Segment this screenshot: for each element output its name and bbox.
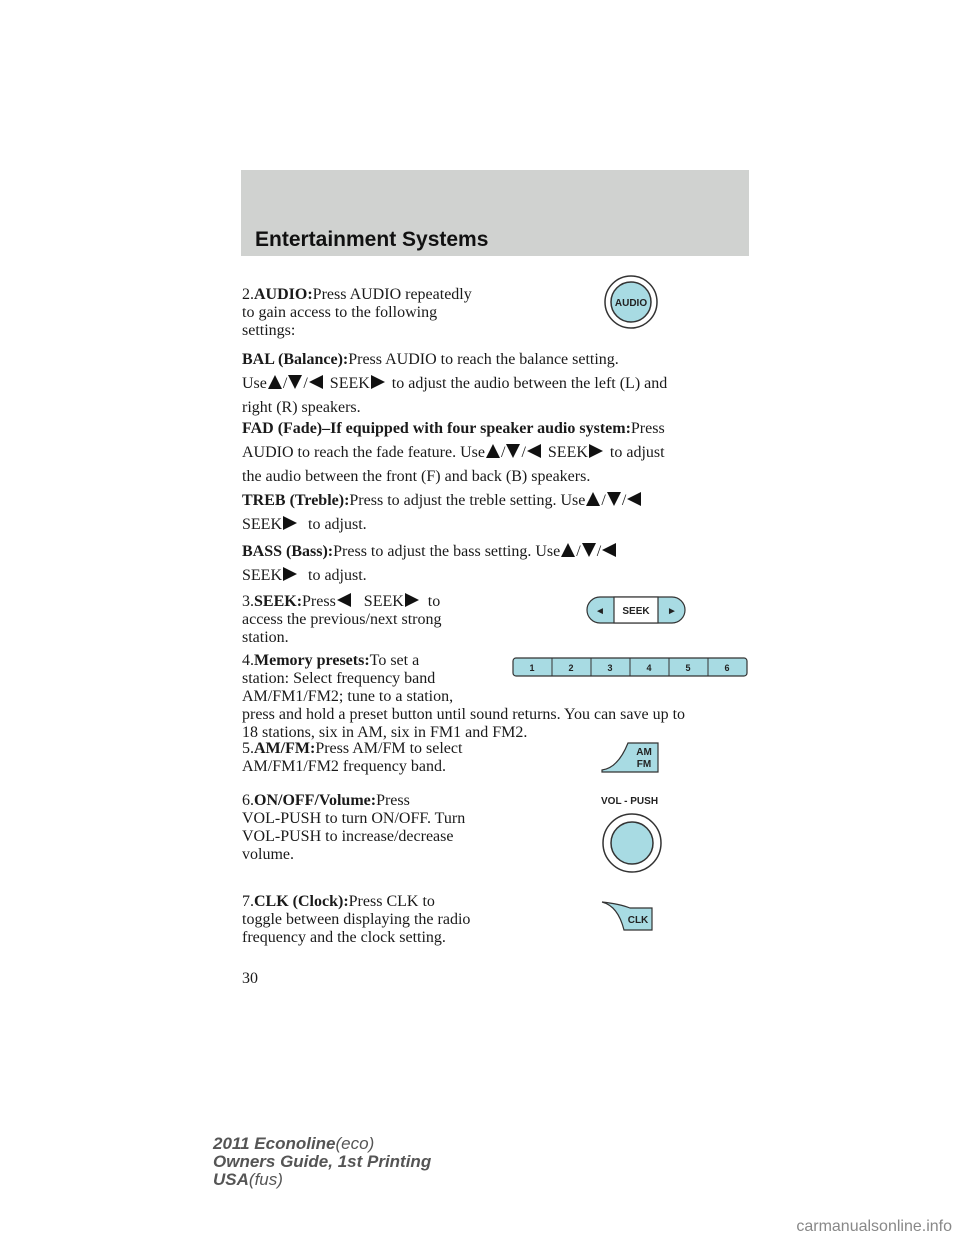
clk-paragraph: 7.CLK (Clock):Press CLK to toggle between displaying the radio frequency and the clock setting. bbox=[242, 893, 471, 946]
seek-button-illustration bbox=[586, 596, 686, 624]
onoff-paragraph: 6.ON/OFF/Volume:Press VOL-PUSH to turn ON/OFF. Turn VOL-PUSH to increase/decrease volume. bbox=[242, 792, 466, 863]
seek-label: SEEK bbox=[242, 567, 282, 584]
up-arrow-icon bbox=[485, 443, 501, 459]
clk-button-illustration bbox=[600, 900, 654, 932]
page-number: 30 bbox=[242, 970, 258, 987]
right-arrow-icon bbox=[370, 374, 386, 390]
footer: 2011 Econoline(eco) Owners Guide, 1st Printing USA(fus) bbox=[213, 1134, 432, 1189]
seek-left-arrow-icon: ◄ bbox=[595, 606, 605, 617]
right-arrow-icon bbox=[282, 515, 298, 531]
left-arrow-icon bbox=[308, 374, 324, 390]
left-arrow-icon bbox=[526, 443, 542, 459]
down-arrow-icon bbox=[287, 374, 303, 390]
amfm-label-am: AM bbox=[636, 747, 652, 758]
right-arrow-icon bbox=[404, 592, 420, 608]
volume-knob-illustration bbox=[600, 813, 664, 873]
memory-paragraph: 4.Memory presets:To set a station: Select frequency band AM/FM1/FM2; tune to a station, press and hold a preset button until sound returns. You can save up to 18 stations, six in AM, six in FM1 and FM2. bbox=[242, 652, 686, 741]
left-arrow-icon bbox=[626, 491, 642, 507]
section-title: Entertainment Systems bbox=[255, 228, 489, 251]
vol-push-label: VOL - PUSH bbox=[601, 796, 659, 807]
seek-button-label: SEEK bbox=[622, 606, 650, 617]
amfm-paragraph: 5.AM/FM:Press AM/FM to select AM/FM1/FM2 frequency band. bbox=[242, 740, 463, 775]
watermark: carmanualsonline.info bbox=[796, 1218, 952, 1235]
seek-paragraph: 3.SEEK:Press SEEK to access the previous/next strong station. bbox=[242, 593, 442, 646]
preset-6-label: 6 bbox=[724, 663, 730, 673]
preset-3-label: 3 bbox=[607, 663, 613, 673]
preset-4-label: 4 bbox=[646, 663, 652, 673]
down-arrow-icon bbox=[581, 542, 597, 558]
audio-paragraph: 2.AUDIO:Press AUDIO repeatedly to gain access to the following settings: bbox=[242, 286, 472, 339]
amfm-label-fm: FM bbox=[636, 759, 652, 770]
up-arrow-icon bbox=[585, 491, 601, 507]
clk-button-label: CLK bbox=[627, 915, 649, 926]
up-arrow-icon bbox=[267, 374, 283, 390]
treb-paragraph: TREB (Treble):Press to adjust the treble setting. Use / / SEEK to adjust. bbox=[242, 489, 642, 537]
left-arrow-icon bbox=[336, 592, 352, 608]
audio-button-label: AUDIO bbox=[614, 298, 648, 309]
seek-label: SEEK bbox=[242, 516, 282, 533]
right-arrow-icon bbox=[282, 566, 298, 582]
seek-label: SEEK bbox=[329, 375, 370, 392]
preset-2-label: 2 bbox=[568, 663, 574, 673]
left-arrow-icon bbox=[601, 542, 617, 558]
down-arrow-icon bbox=[606, 491, 622, 507]
bal-paragraph: BAL (Balance):Press AUDIO to reach the balance setting. Use / / SEEK to adjust the audio between the left (L) and right (R) speakers. bbox=[242, 351, 668, 416]
up-arrow-icon bbox=[560, 542, 576, 558]
section-header bbox=[241, 170, 749, 256]
preset-5-label: 5 bbox=[685, 663, 691, 673]
bass-paragraph: BASS (Bass):Press to adjust the bass setting. Use / / SEEK to adjust. bbox=[242, 540, 617, 588]
down-arrow-icon bbox=[505, 443, 521, 459]
preset-buttons-illustration bbox=[512, 657, 748, 677]
seek-right-arrow-icon: ► bbox=[667, 606, 677, 617]
preset-1-label: 1 bbox=[529, 663, 535, 673]
seek-label: SEEK bbox=[547, 444, 588, 461]
right-arrow-icon bbox=[588, 443, 604, 459]
audio-button-illustration bbox=[602, 274, 660, 330]
seek-label: SEEK bbox=[363, 593, 404, 610]
fad-paragraph: FAD (Fade)–If equipped with four speaker audio system:Press AUDIO to reach the fade feature. Use / / SEEK to adjust the audio between the front (F) and back (B) speakers. bbox=[242, 420, 665, 485]
amfm-button-illustration bbox=[600, 740, 660, 774]
